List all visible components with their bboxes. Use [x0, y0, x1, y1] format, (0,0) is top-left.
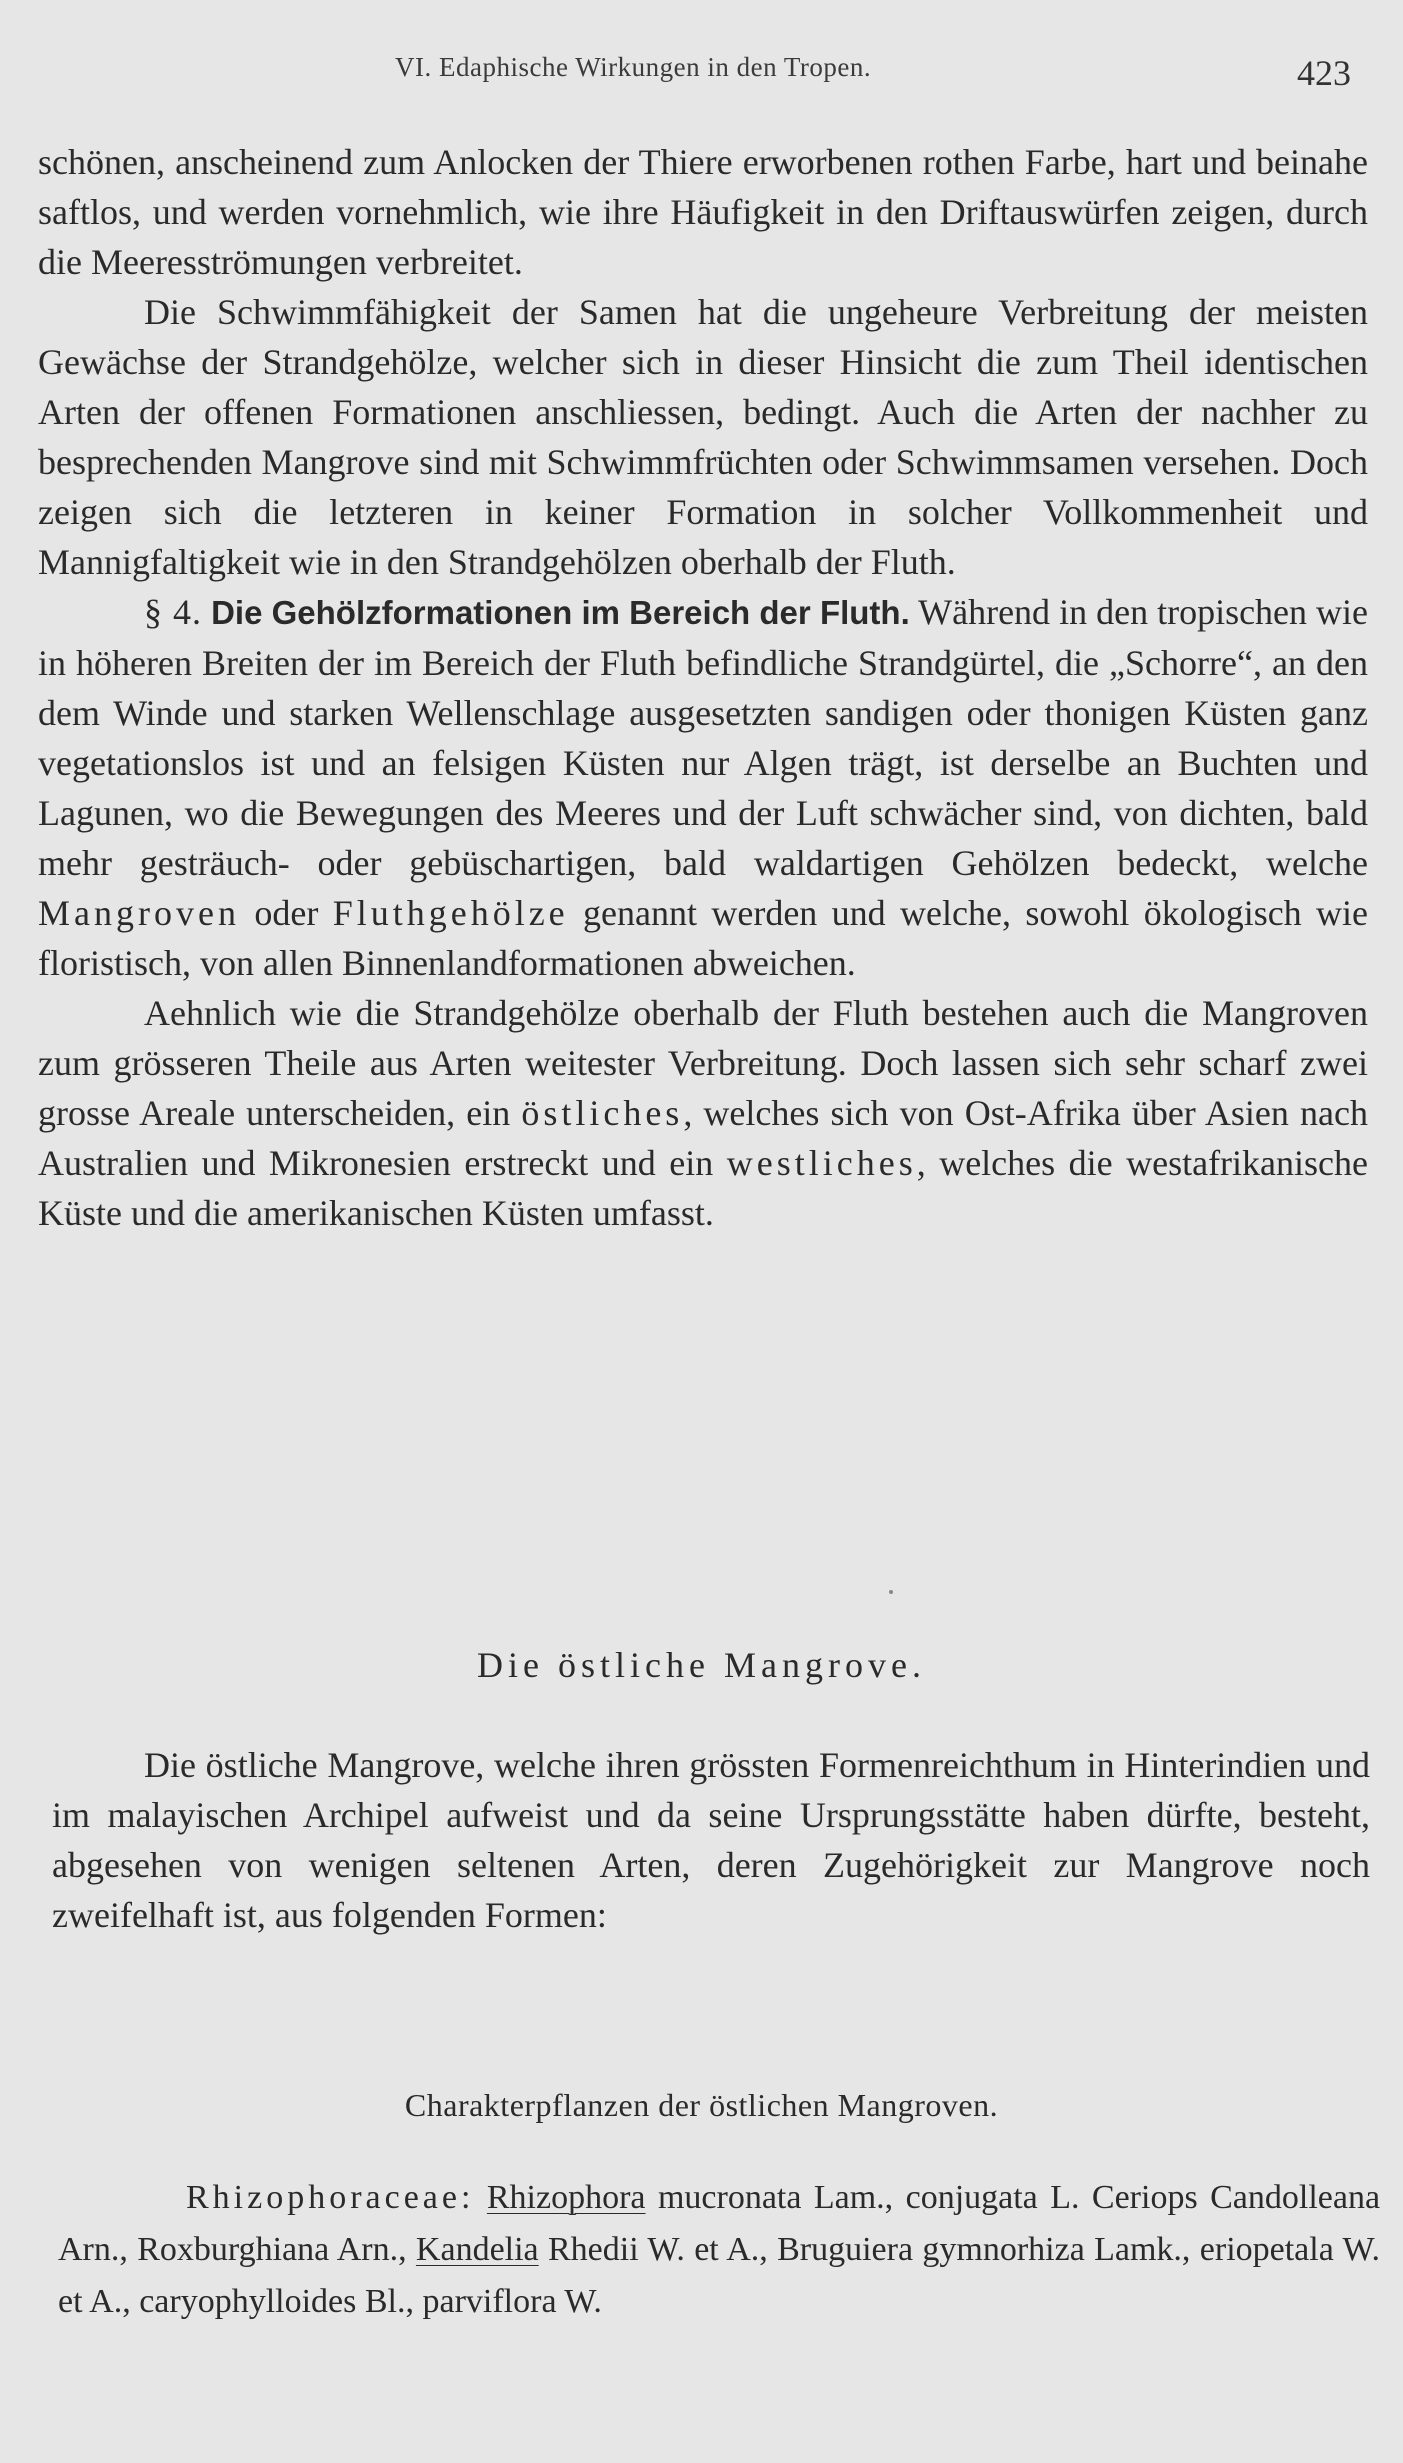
paragraph-4-text-b: , welches sich von Ost-Afrika über Asien nach Australien und Mikronesien erstreckt und ein [38, 1093, 1368, 1183]
section-heading: Die östliche Mangrove. [477, 1645, 926, 1685]
paragraph-3-text-b: oder [254, 893, 319, 933]
paragraph-3 [38, 587, 1368, 988]
table-heading: Charakterpflanzen der östlichen Mangroven. [404, 2087, 999, 2123]
species-ceriops: Ceriops Candolleana Arn., Roxburghiana Arn., [58, 2179, 1381, 2268]
term-fluthgehoelze: Fluthgehölze [332, 893, 569, 933]
species-list [58, 2172, 1380, 2328]
species-rhizophora: mucronata Lam., conjugata L. [657, 2179, 1080, 2216]
page-number: 423 [1297, 53, 1351, 93]
term-westliches: westliches [726, 1143, 917, 1183]
print-speck [889, 1590, 893, 1594]
paragraph-1: schönen, anscheinend zum Anlocken der Thiere erworbenen rothen Farbe, hart und beinahe saftlos, und werden vornehmlich, wie ihre Häufigkeit in den Driftauswürfen zeigen, durch die Meeresströmungen verbreitet. [38, 142, 1368, 282]
term-mangroven: Mangroven [38, 893, 240, 933]
section-title: Die Gehölzformationen im Bereich der Fluth. [211, 594, 910, 631]
paragraph-5: Die östliche Mangrove, welche ihren grössten Formenreichthum in Hinterindien und im malayischen Archipel aufweist und da seine Ursprungsstätte haben dürfte, besteht, abgesehen von wenigen seltenen Arten, deren Zugehörigkeit zur Mangrove noch zweifelhaft ist, aus folgenden Formen: [52, 1745, 1370, 1935]
paragraph-4-text-c: , welches die westafrikanische Küste und die amerikanischen Küsten umfasst. [38, 1143, 1368, 1233]
body-text-upper [38, 137, 1368, 1238]
species-kandelia-bruguiera: Rhedii W. et A., Bruguiera gymnorhiza Lamk., eriopetala W. et A., caryophylloides Bl., parviflora W. [58, 2231, 1380, 2320]
genus-kandelia: Kandelia [415, 2231, 539, 2268]
section-mark: § 4. [144, 592, 203, 632]
term-oestliches: östliches [521, 1093, 684, 1133]
family-name: Rhizophoraceae: [186, 2179, 475, 2216]
paragraph-3-text-c: genannt werden und welche, sowohl ökologisch wie floristisch, von allen Binnenlandformationen abweichen. [38, 893, 1369, 983]
paragraph-3-text-a: Während in den tropischen wie in höheren Breiten der im Bereich der Fluth befindliche Strandgürtel, die „Schorre“, an den dem Winde und starken Wellenschlage ausgesetzten sandigen oder thonigen Küsten ganz vegetationslos ist und an felsigen Küsten nur Algen trägt, ist derselbe an Buchten und Lagunen, wo die Bewegungen des Meeres und der Luft schwächer sind, von dichten, bald mehr gesträuch- oder gebüschartigen, bald waldartigen Gehölzen bedeckt, welche [38, 592, 1369, 883]
body-text-lower [52, 1740, 1370, 1940]
paragraph-4-text-a: Aehnlich wie die Strandgehölze oberhalb der Fluth bestehen auch die Mangroven zum grösseren Theile aus Arten weitester Verbreitung. Doch lassen sich sehr scharf zwei grosse Areale unterscheiden, ein [38, 993, 1368, 1133]
paragraph-2: Die Schwimmfähigkeit der Samen hat die ungeheure Verbreitung der meisten Gewächse der Strandgehölze, welcher sich in dieser Hinsicht die zum Theil identischen Arten der offenen Formationen anschliessen, bedingt. Auch die Arten der nachher zu besprechenden Mangrove sind mit Schwimmfrüchten oder Schwimmsamen versehen. Doch zeigen sich die letzteren in keiner Formation in solcher Vollkommenheit und Mannigfaltigkeit wie in den Strandgehölzen oberhalb der Fluth. [38, 292, 1368, 582]
genus-rhizophora: Rhizophora [486, 2179, 646, 2216]
running-title: VI. Edaphische Wirkungen in den Tropen. [395, 52, 872, 82]
paragraph-4 [38, 988, 1368, 1238]
